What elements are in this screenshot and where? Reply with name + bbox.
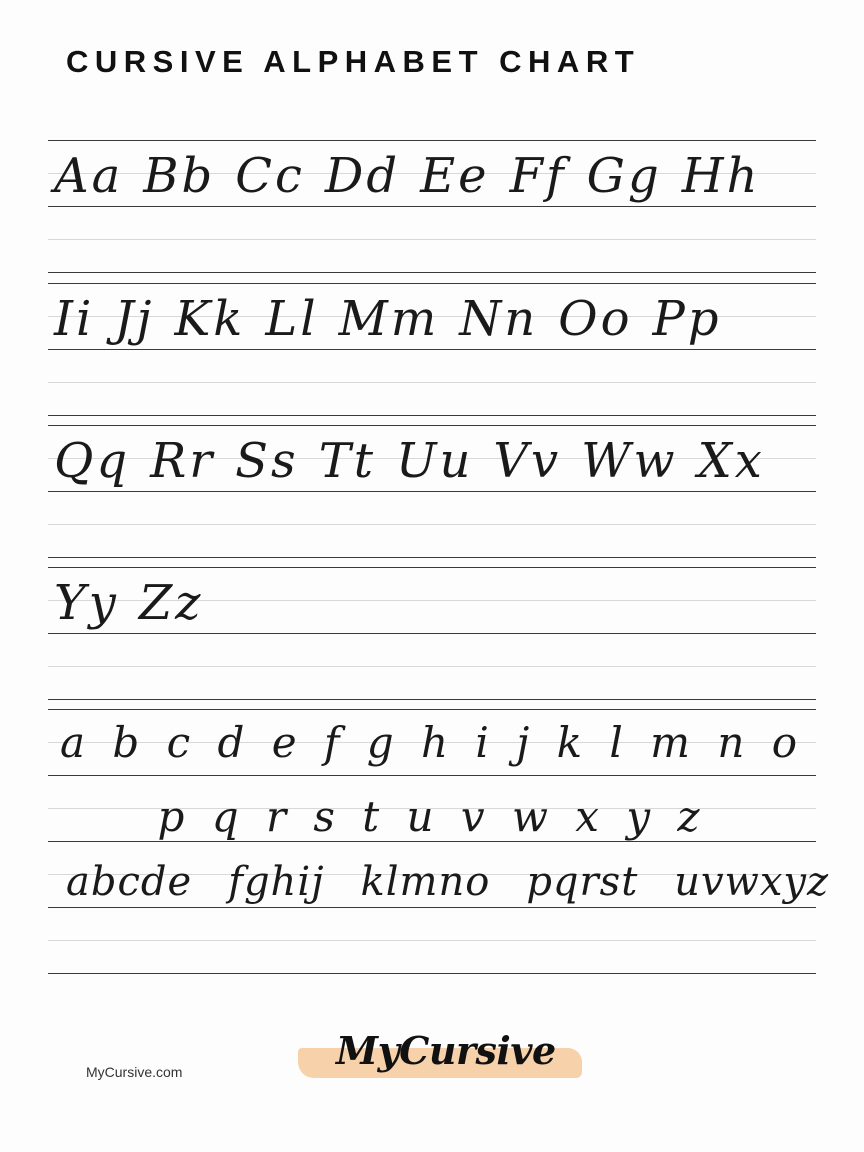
- letter-pair: Tt: [318, 433, 376, 489]
- letter-pair: Yy: [54, 575, 119, 631]
- letter-pair: Zz: [138, 575, 204, 631]
- letter-pair: Xx: [697, 433, 765, 489]
- rule-line: [48, 666, 816, 667]
- letter-pair: Ww: [581, 433, 678, 489]
- brand-logo: [288, 1020, 588, 1090]
- rule-line: [48, 557, 816, 558]
- letter-pair: Gg: [586, 148, 662, 204]
- letter-pair: Ll: [265, 291, 319, 347]
- rule-line: [48, 425, 816, 426]
- uppercase-row-2: [48, 291, 822, 347]
- page-title: CURSIVE ALPHABET CHART: [66, 44, 641, 79]
- letter-pair: Ff: [509, 148, 567, 204]
- rule-line: [48, 709, 816, 710]
- letter-pair: Ii: [54, 291, 95, 347]
- uppercase-row-4: [48, 575, 822, 631]
- letter-pair: Bb: [143, 148, 216, 204]
- letter-pair: Ss: [235, 433, 299, 489]
- brand-name: MyCursive: [336, 1028, 556, 1073]
- rule-line: [48, 349, 816, 350]
- rule-line: [48, 940, 816, 941]
- rule-line: [48, 382, 816, 383]
- letter-pair: Vv: [493, 433, 562, 489]
- grouped-letters-row: [48, 859, 830, 905]
- letter-group: uvwxyz: [674, 859, 830, 905]
- letter-pair: Pp: [652, 291, 722, 347]
- rule-line: [48, 907, 816, 908]
- letter-pair: Jj: [114, 291, 155, 347]
- rule-line: [48, 841, 816, 842]
- letter-group: abcde: [66, 859, 193, 905]
- lowercase-row-1: a b c d e f g h i j k l m n o: [59, 718, 805, 767]
- uppercase-row-3: [48, 433, 822, 489]
- letter-group: klmno: [360, 859, 491, 905]
- lowercase-row-2: p q r s t u v w x y z: [157, 792, 707, 841]
- rule-line: [48, 206, 816, 207]
- letter-pair: Dd: [324, 148, 401, 204]
- letter-pair: Uu: [396, 433, 474, 489]
- letter-pair: Mm: [338, 291, 440, 347]
- letter-pair: Kk: [174, 291, 246, 347]
- rule-line: [48, 491, 816, 492]
- rule-line: [48, 239, 816, 240]
- rule-line: [48, 415, 816, 416]
- uppercase-row-1: [48, 148, 822, 204]
- rule-line: [48, 567, 816, 568]
- rule-line: [48, 775, 816, 776]
- rule-line: [48, 283, 816, 284]
- letter-pair: Qq: [54, 433, 131, 489]
- letter-pair: Ee: [420, 148, 490, 204]
- rule-line: [48, 140, 816, 141]
- rule-line: [48, 633, 816, 634]
- letter-pair: Cc: [235, 148, 305, 204]
- site-label: MyCursive.com: [86, 1064, 183, 1080]
- rule-line: [48, 272, 816, 273]
- rule-line: [48, 699, 816, 700]
- rule-line: [48, 524, 816, 525]
- letter-pair: Aa: [54, 148, 124, 204]
- letter-pair: Rr: [150, 433, 216, 489]
- letter-pair: Oo: [558, 291, 633, 347]
- letter-group: pqrst: [526, 859, 639, 905]
- letter-pair: Hh: [681, 148, 761, 204]
- letter-pair: Nn: [459, 291, 539, 347]
- rule-line: [48, 973, 816, 974]
- letter-group: fghij: [228, 859, 325, 905]
